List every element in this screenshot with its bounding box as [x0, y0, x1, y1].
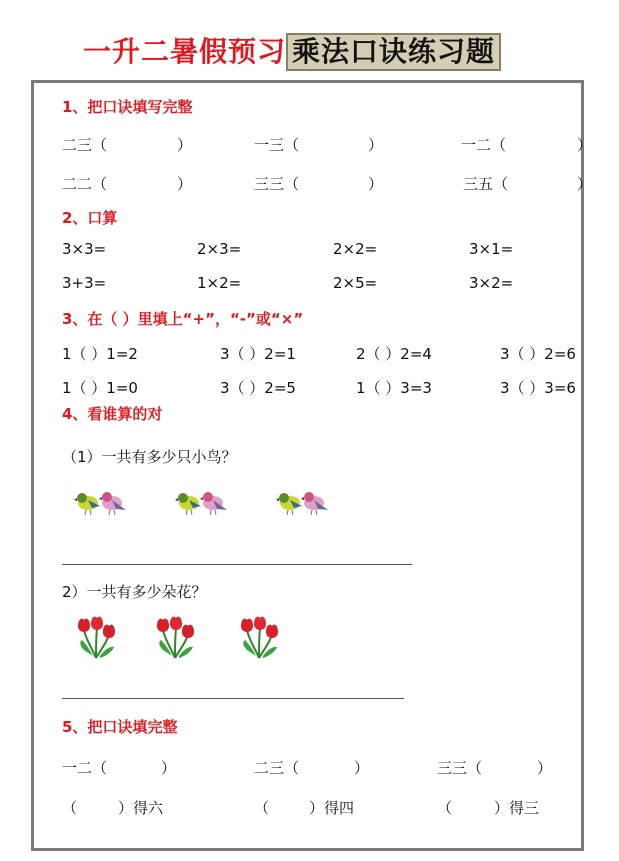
s4-question-birds: （1）一共有多少只小鸟？: [62, 448, 237, 466]
tulip-bunch-icon: [239, 614, 279, 660]
s5-item-close: ）: [161, 759, 177, 777]
s4-question-flowers: 2）一共有多少朵花？: [62, 583, 207, 601]
s5-item-close: ）: [354, 759, 370, 777]
bird-pair-icon: [276, 488, 330, 518]
s2-problem: 3×1=: [469, 240, 514, 258]
s5-item-pre: （: [437, 799, 453, 817]
s5-item-close: ）: [537, 759, 553, 777]
s3-problem: 1（ ）3=3: [356, 379, 432, 397]
s1-item-pre: 三三（: [254, 175, 300, 193]
page-title-part1: 一升二暑假预习: [83, 35, 287, 68]
s5-item-close: ）得六: [118, 799, 164, 817]
page-title-part2: 乘法口诀练习题: [286, 33, 501, 71]
s3-problem: 3（ ）2=1: [220, 345, 296, 363]
s2-problem: 3+3=: [62, 274, 107, 292]
s1-item-close: ）: [577, 136, 593, 154]
section3-heading: 3、在（ ）里填上“+”，“-”或“×”: [62, 310, 304, 328]
s2-problem: 2×2=: [333, 240, 378, 258]
s2-problem: 1×2=: [197, 274, 242, 292]
s3-problem: 3（ ）2=5: [220, 379, 296, 397]
tulip-bunch-icon: [76, 614, 116, 660]
s1-item-pre: 二三（: [62, 136, 108, 154]
section2-heading: 2、口算: [62, 209, 118, 227]
s1-item-close: ）: [368, 136, 384, 154]
s1-item-close: ）: [177, 175, 193, 193]
s5-item-pre: 二三（: [254, 759, 300, 777]
s1-item-pre: 三五（: [463, 175, 509, 193]
answer-line: [62, 564, 412, 565]
s3-problem: 1（ ）1=2: [62, 345, 138, 363]
s2-problem: 2×5=: [333, 274, 378, 292]
s3-problem: 1（ ）1=0: [62, 379, 138, 397]
s1-item-pre: 二二（: [62, 175, 108, 193]
s2-problem: 3×2=: [469, 274, 514, 292]
s5-item-pre: 三三（: [437, 759, 483, 777]
s1-item-pre: 一二（: [461, 136, 507, 154]
tulip-bunch-icon: [155, 614, 195, 660]
section1-heading: 1、把口诀填写完整: [62, 98, 193, 116]
section5-heading: 5、把口诀填完整: [62, 718, 178, 736]
s5-item-close: ）得三: [494, 799, 540, 817]
s1-item-close: ）: [577, 175, 593, 193]
s2-problem: 2×3=: [197, 240, 242, 258]
answer-line: [62, 698, 404, 699]
s3-problem: 3（ ）3=6: [500, 379, 576, 397]
bird-pair-icon: [175, 488, 229, 518]
s5-item-pre: （: [254, 799, 270, 817]
s5-item-pre: （: [62, 799, 78, 817]
section4-heading: 4、看谁算的对: [62, 405, 163, 423]
s3-problem: 3（ ）2=6: [500, 345, 576, 363]
s1-item-pre: 一三（: [254, 136, 300, 154]
s1-item-close: ）: [368, 175, 384, 193]
s3-problem: 2（ ）2=4: [356, 345, 432, 363]
bird-pair-icon: [74, 488, 128, 518]
s2-problem: 3×3=: [62, 240, 107, 258]
s5-item-pre: 一二（: [62, 759, 108, 777]
s1-item-close: ）: [177, 136, 193, 154]
s5-item-close: ）得四: [309, 799, 355, 817]
page-title: [83, 33, 501, 71]
